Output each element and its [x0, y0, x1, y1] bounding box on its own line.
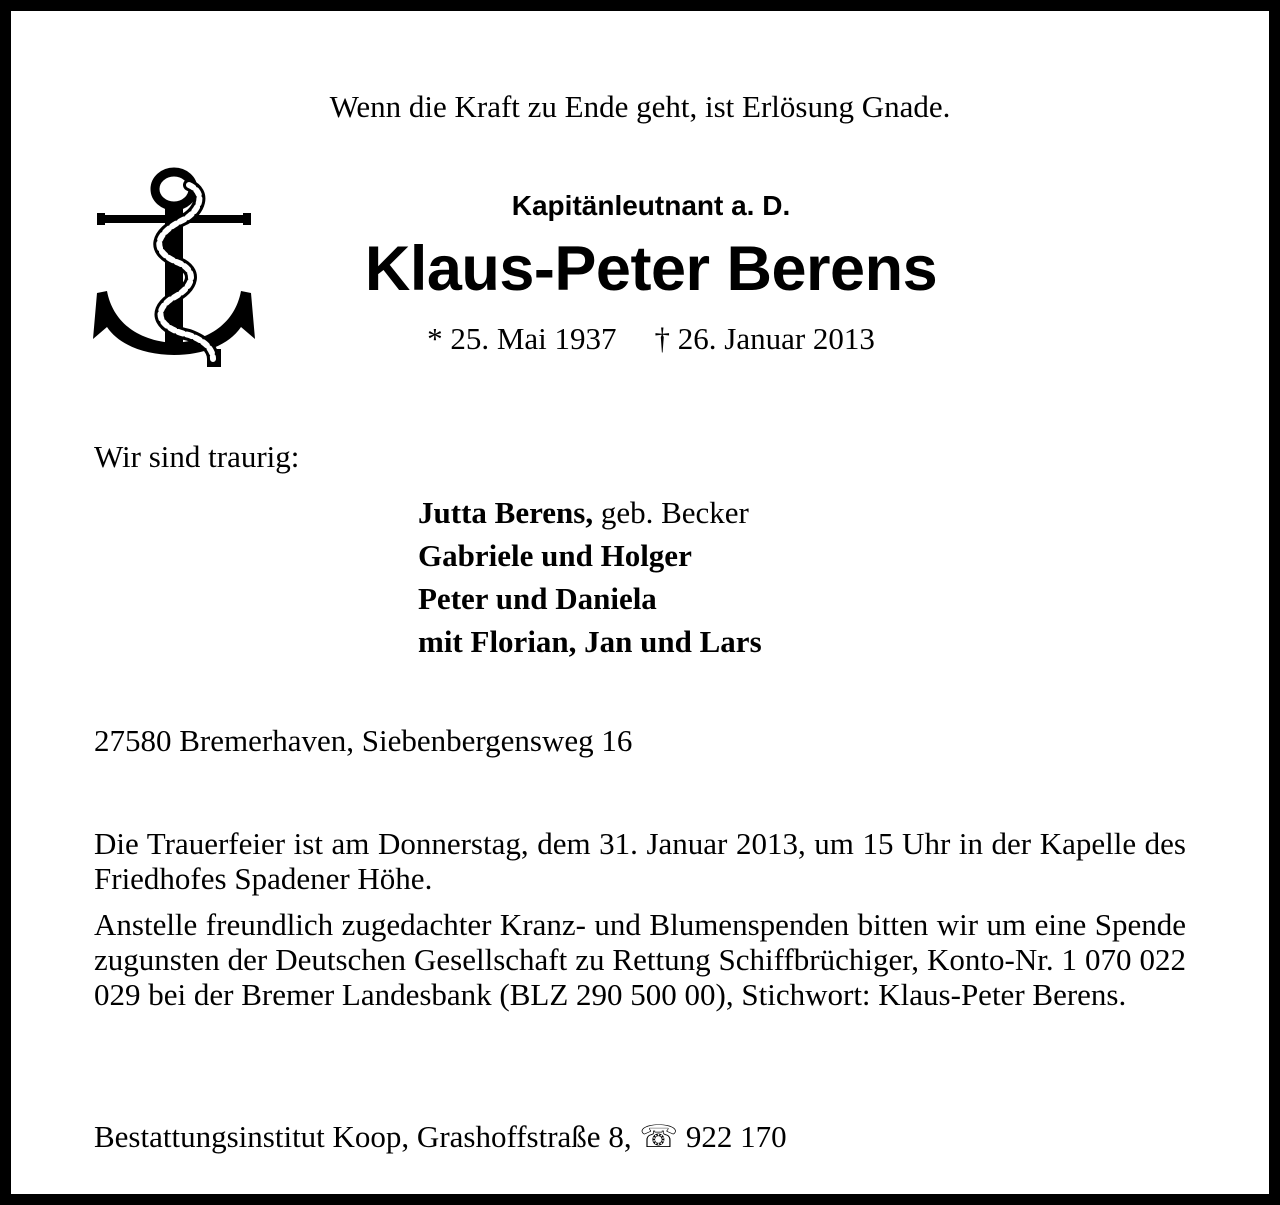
mourner-line: [418, 577, 762, 620]
mourner-line: [418, 534, 762, 577]
undertaker-text: Bestattungsinstitut Koop, Grashoffstraße 8,: [94, 1119, 632, 1154]
mourner-line: [418, 491, 762, 534]
mourner-name: Jutta Berens,: [418, 495, 594, 530]
deceased-name: Klaus-Peter Berens: [364, 234, 938, 304]
mourner-name: Gabriele und Holger: [418, 538, 692, 573]
donation-info: Anstelle freundlich zugedachter Kranz- und Blumenspenden bitten wir um eine Spende zugunsten der Deutschen Gesellschaft zu Rettung Schiffbrüchiger, Konto-Nr. 1 070 022 029 bei der Bremer Landesbank (BLZ 290 500 00), Stichwort: Klaus-Peter Berens.: [94, 907, 1186, 1012]
family-address: 27580 Bremerhaven, Siebenbergensweg 16: [94, 723, 633, 758]
rank-title: Kapitänleutnant a. D.: [511, 190, 791, 221]
undertaker-info: [94, 1119, 787, 1155]
mourners-list: [418, 491, 762, 663]
death-date: † 26. Januar 2013: [654, 321, 875, 356]
telephone-icon: ☏: [639, 1119, 679, 1154]
mourner-note: geb. Becker: [593, 495, 749, 530]
mourner-name: Peter und Daniela: [418, 581, 657, 616]
birth-date: * 25. Mai 1937: [427, 321, 617, 356]
undertaker-phone: 922 170: [685, 1119, 787, 1154]
life-dates: [11, 321, 1280, 357]
motto: Wenn die Kraft zu Ende geht, ist Erlösung Gnade.: [329, 89, 951, 124]
funeral-info: Die Trauerfeier ist am Donnerstag, dem 31. Januar 2013, um 15 Uhr in der Kapelle des Friedhofes Spadener Höhe.: [94, 826, 1186, 896]
mourners-intro: Wir sind traurig:: [94, 439, 300, 474]
mourner-line: [418, 620, 762, 663]
mourner-name: mit Florian, Jan und Lars: [418, 624, 762, 659]
